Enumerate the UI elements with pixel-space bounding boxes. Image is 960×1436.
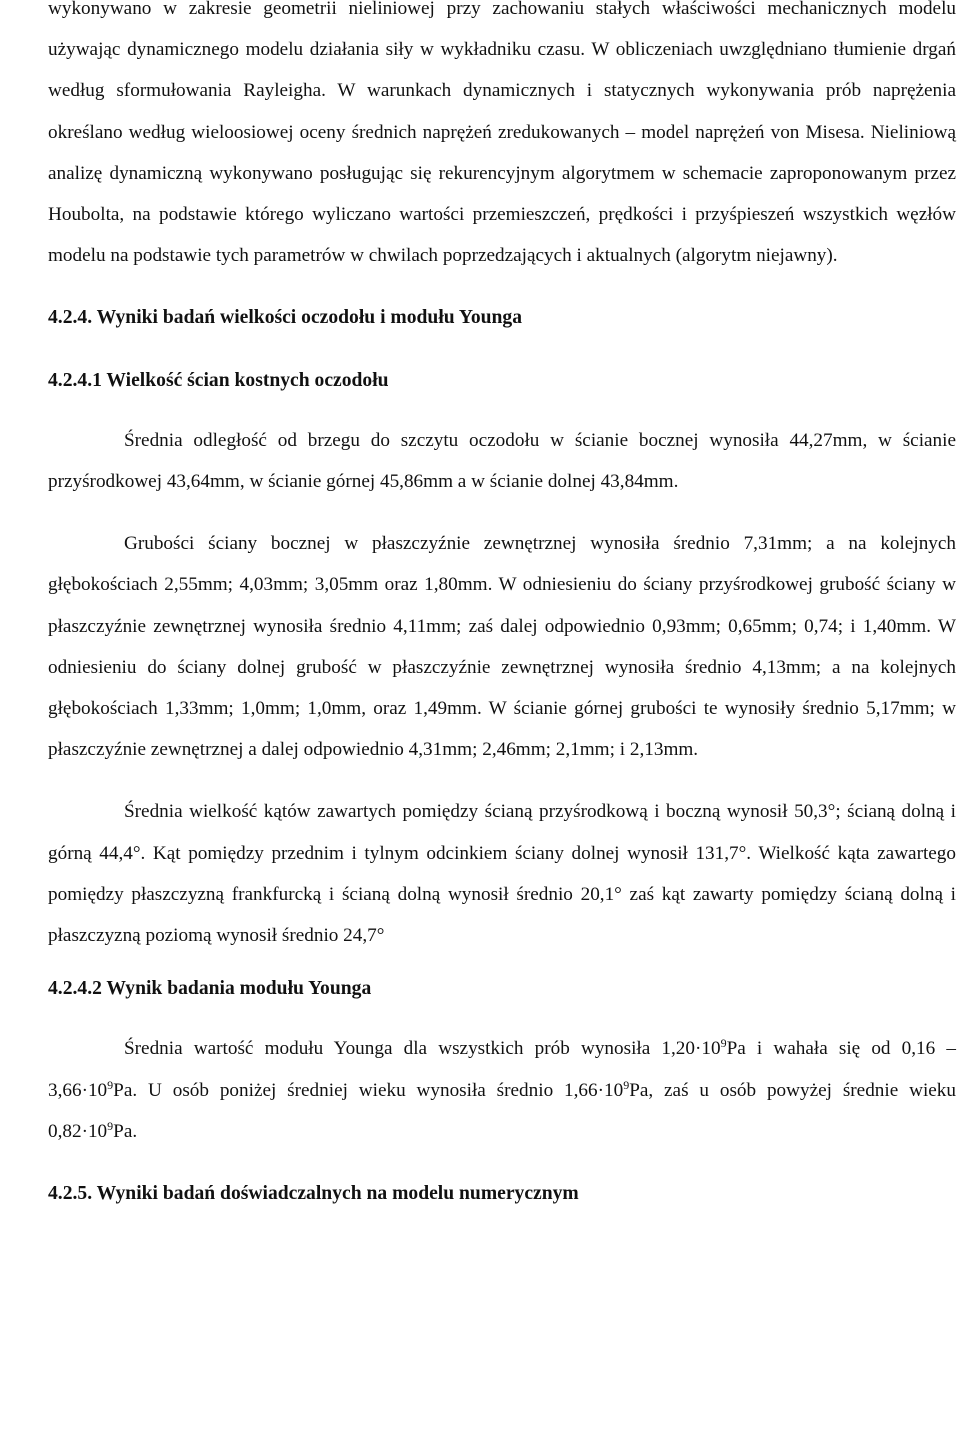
young-text-e: Pa. bbox=[113, 1120, 138, 1142]
young-text-b: Pa i wahała się od 0,16 – 3,66·10 bbox=[48, 1038, 956, 1101]
paragraph-wall-distance: Średnia odległość od brzegu do szczytu oczodołu w ścianie bocznej wynosiła 44,27mm, w ścianie przyśrodkowej 43,64mm, w ścianie górnej 45,86mm a w ścianie dolnej 43,84mm. bbox=[48, 429, 956, 493]
section-heading-4-2-5: 4.2.5. Wyniki badań doświadczalnych na modelu numerycznym bbox=[48, 1183, 579, 1205]
exponent-4: 9 bbox=[107, 1118, 114, 1133]
subsection-heading-4-2-4-2: 4.2.4.2 Wynik badania modułu Younga bbox=[48, 978, 372, 1000]
exponent-3: 9 bbox=[623, 1077, 630, 1092]
intro-paragraph: wykonywano w zakresie geometrii nieliniowej przy zachowaniu stałych właściwości mechanicznych modelu używając dynamicznego modelu działania siły w wykładniku czasu. W obliczeniach uwzględniano tłumienie drgań według sformułowania Rayleigha. W warunkach dynamicznych i statycznych wykonywania prób naprężenia określano według wieloosiowej oceny średnich naprężeń zredukowanych – model naprężeń von Misesa. Nieliniową analizę dynamiczną wykonywano posługując się rekurencyjnym algorytmem w schemacie zaproponowanym przez Houbolta, na podstawie którego wyliczano wartości przemieszczeń, prędkości i przyśpieszeń wszystkich węzłów modelu na podstawie tych parametrów w chwilach poprzedzających i aktualnych (algorytm niejawny). bbox=[48, 0, 956, 267]
section-heading-4-2-4: 4.2.4. Wyniki badań wielkości oczodołu i modułu Younga bbox=[48, 307, 522, 329]
paragraph-wall-thickness: Grubości ściany bocznej w płaszczyźnie zewnętrznej wynosiła średnio 7,31mm; a na kolejnych głębokościach 2,55mm; 4,03mm; 3,05mm oraz 1,80mm. W odniesieniu do ściany przyśrodkowej grubość ściany w płaszczyźnie zewnętrznej wynosiła średnio 4,11mm; zaś dalej odpowiednio 0,93mm; 0,65mm; 0,74; i 1,40mm. W odniesieniu do ściany dolnej grubość w płaszczyźnie zewnętrznej wynosiła średnio 4,13mm; a na kolejnych głębokościach 1,33mm; 1,0mm; 1,0mm, oraz 1,49mm. W ścianie górnej grubości te wynosiły średnio 5,17mm; w płaszczyźnie zewnętrznej a dalej odpowiednio 4,31mm; 2,46mm; 2,1mm; i 2,13mm. bbox=[48, 533, 956, 761]
paragraph-wall-angles: Średnia wielkość kątów zawartych pomiędzy ścianą przyśrodkową i boczną wynosił 50,3°; ścianą dolną i górną 44,4°. Kąt pomiędzy przednim i tylnym odcinkiem ściany dolnej wynosił 131,7°. Wielkość kąta zawartego pomiędzy płaszczyzną frankfurcką i ścianą dolną wynosił średnio 20,1° zaś kąt zawarty pomiędzy ścianą dolną i płaszczyzną poziomą wynosił średnio 24,7° bbox=[48, 801, 956, 947]
exponent-2: 9 bbox=[107, 1077, 114, 1092]
subsection-heading-4-2-4-1: 4.2.4.1 Wielkość ścian kostnych oczodołu bbox=[48, 369, 389, 391]
paragraph-young-modulus bbox=[48, 1028, 956, 1152]
document-page bbox=[48, 0, 956, 1214]
young-text-d: Pa, zaś u osób powyżej średnie wieku 0,82·10 bbox=[48, 1079, 956, 1142]
young-text-c: Pa. U osób poniżej średniej wieku wynosiła średnio 1,66·10 bbox=[113, 1079, 624, 1101]
exponent-1: 9 bbox=[720, 1036, 727, 1051]
young-text-a: Średnia wartość modułu Younga dla wszystkich prób wynosiła 1,20·10 bbox=[124, 1038, 721, 1060]
